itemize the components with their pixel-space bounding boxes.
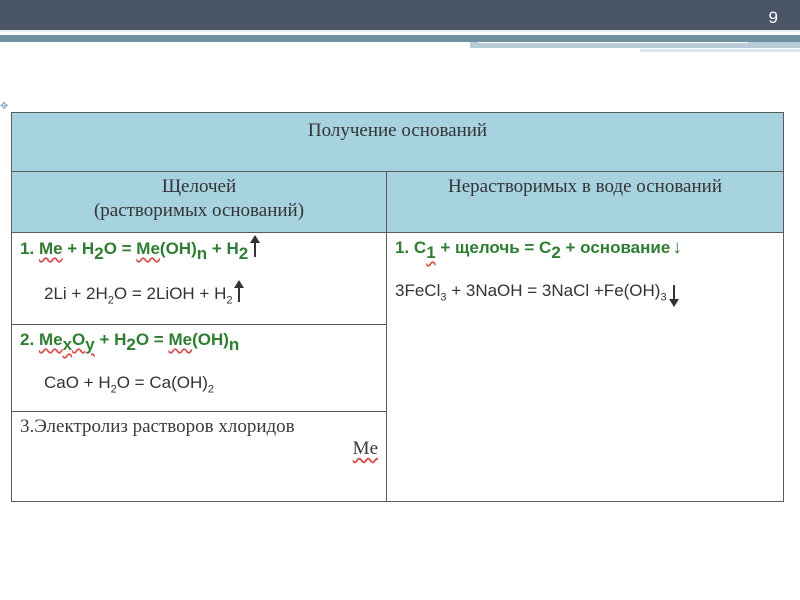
insoluble-method-equation: 1. $C_1$ + щелочь = $C_2$ + основание ↓ xyxy=(395,237,682,262)
top-bar xyxy=(0,0,800,30)
table-title-cell xyxy=(12,113,784,172)
decor-stripe xyxy=(0,30,800,32)
decor-stripe xyxy=(478,42,748,43)
method-1-cell xyxy=(12,233,387,325)
arrow-up-icon xyxy=(254,237,256,257)
column-header-insoluble xyxy=(387,172,784,233)
column-header-alkalis-line2: (растворимых оснований) xyxy=(93,200,305,221)
arrow-down-icon: ↓ xyxy=(672,237,682,258)
slide-number: 9 xyxy=(768,8,778,27)
insoluble-method-example: 3FeCl$_3$ + 3NaOH = 3NaCl $+Fe(OH)_3$ xyxy=(395,281,775,305)
column-header-alkalis xyxy=(12,172,387,233)
method-2-equation: 2. $Me_xO_y + H_2O = Me(OH)_n$ xyxy=(20,330,240,354)
bases-table xyxy=(11,112,783,490)
table-title: Получение оснований xyxy=(307,120,488,141)
insoluble-method-cell xyxy=(387,233,784,502)
method-3-me: Me xyxy=(352,438,378,459)
decor-stripe xyxy=(640,49,800,52)
method-3-text: 3.Электролиз растворов хлоридов xyxy=(20,416,295,437)
method-2-example: CaO + $H_2O = Ca(OH)_2$ xyxy=(44,372,215,396)
column-header-alkalis-line1: Щелочей xyxy=(161,176,237,197)
method-3-cell xyxy=(12,412,387,502)
method-1-equation: 1. $Me + H_2O = Me(OH)_n + H_2$ xyxy=(20,237,378,264)
arrow-up-icon xyxy=(238,282,240,302)
method-2-cell xyxy=(12,325,387,412)
column-header-insoluble-text: Нерастворимых в воде оснований xyxy=(448,176,722,197)
arrow-down-icon xyxy=(673,285,675,305)
move-handle-icon[interactable]: ✥ xyxy=(0,101,9,112)
decor-stripe xyxy=(0,35,800,42)
method-1-example: $2Li + 2H_2O$ = 2LiOH + $H_2$ xyxy=(20,282,378,306)
